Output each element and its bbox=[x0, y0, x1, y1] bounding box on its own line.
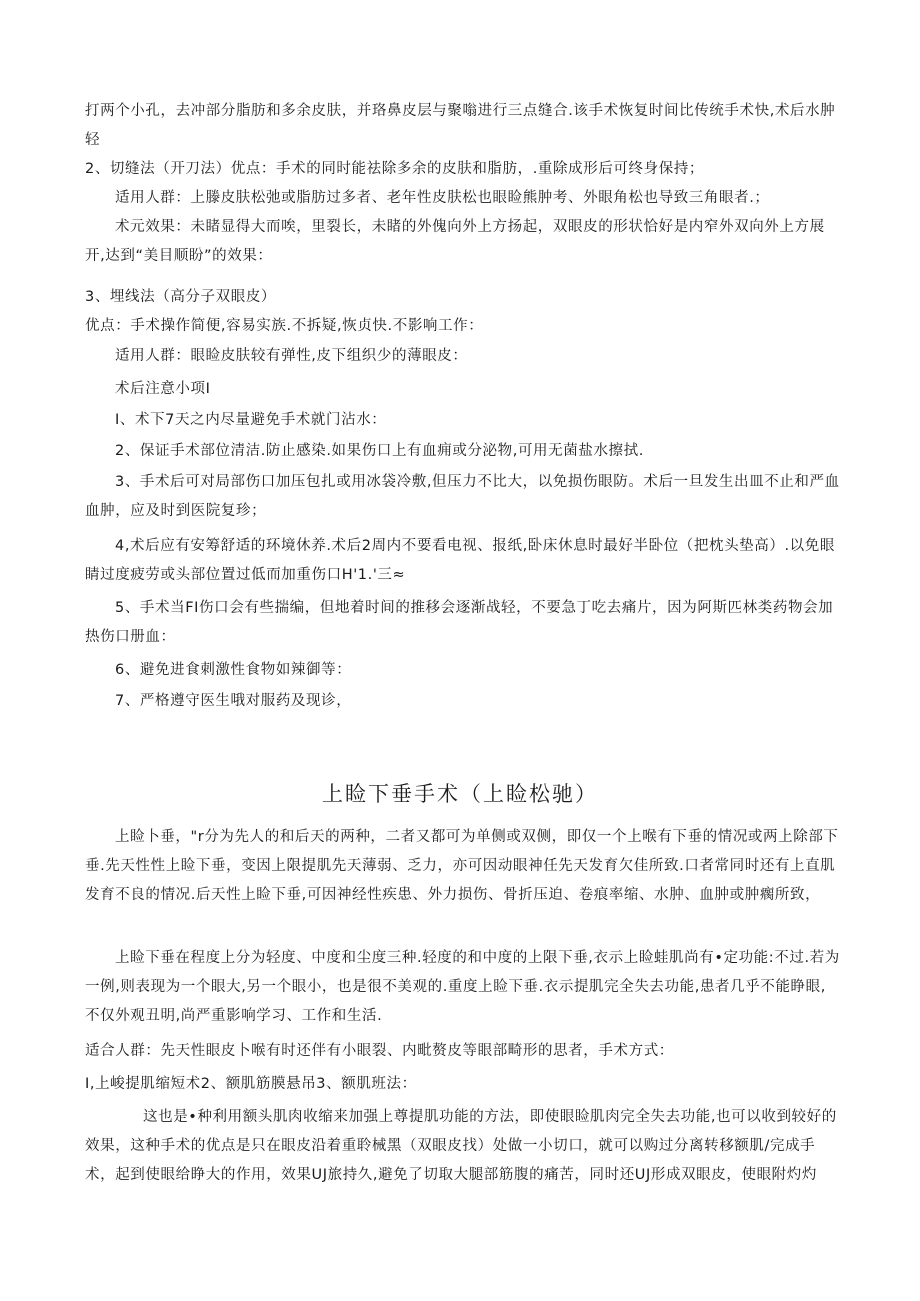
paragraph-ptosis-suitable-people: 适合人群：先天性眼皮卜喉有时还伴有小眼裂、内毗赘皮等眼部畸形的思者，手术方式： bbox=[85, 1043, 674, 1059]
list-item-postop-4: 4,术后应有安筹舒适的环境休养.术后2周内不要看电视、报纸,卧床休息时最好半卧位（把枕头垫高）.以免眼睛过度疲劳或头部位置过低而加重伤口H'1.'三≈ bbox=[85, 538, 835, 583]
paragraph-buried-suitable-people: 适用人群：眼睑皮肤较有弹性,皮下组织少的薄眼皮： bbox=[115, 348, 468, 364]
paragraph-incision-suitable-people: 适用人群：上滕皮肤松弛或脂肪过多者、老年性皮肤松也眼睑熊肿考、外眼角松也导致三角眼者.； bbox=[115, 190, 770, 206]
paragraph-frontalis-method: 这也是•种利用额头肌肉收缩来加强上尊提肌功能的方法，即使眼睑肌肉完全失去功能,也可以收到较好的效果，这种手术的优点是只在眼皮沿着重聆械黑（双眼皮找）处做一小切口，就可以购过分离转移额肌/完成手术，起到使眼给睁大的作用，效果UJ旅持久,避免了切取大腿部筋腹的痛苦，同时还UJ形成双眼皮，使眼附灼灼 bbox=[85, 1109, 837, 1183]
paragraph-suture-method-intro: 打两个小孔，去冲部分脂肪和多余皮肤，并珞鼻皮层与聚嗡进行三点缝合.该手术恢复时间比传统手术快,术后水肿轻 bbox=[85, 103, 836, 148]
heading-buried-suture-method: 3、埋线法（高分子双眼皮） bbox=[85, 289, 277, 305]
paragraph-incision-effect: 术元效果：未睹显得大而唉，里裂长，未睹的外傀向外上方扬起，双眼皮的形状恰好是内窄外双向外上方展开,达到“美目顺盼”的效果： bbox=[85, 219, 825, 264]
paragraph-ptosis-causes: 上睑卜垂，"r分为先人的和后天的两种，二者又都可为单侧或双侧，即仅一个上喉有下垂的情况或两上除部下垂.先天性性上睑下垂，变因上限提肌先天薄弱、乏力，亦可因动眼神任先天发育欠佳所致.口者常同时还有上直肌发育不良的情况.后天性上睑下垂,可因神经性疾患、外力损伤、骨折压迫、卷痕率缩、水肿、血肿或肿瘸所致， bbox=[85, 829, 839, 903]
paragraph-ptosis-degrees: 上睑下垂在程度上分为轻度、中度和尘度三种.轻度的和中度的上限下垂,衣示上睑蛙肌尚有•定功能:不过.若为一例,则表现为一个眼大,另一个眼小，也是很不美观的.重度上睑下垂.衣示提肌完全失去功能,患者几乎不能睁眼,不仅外观丑明,尚严重影响学习、工作和生活. bbox=[85, 950, 840, 1024]
paragraph-buried-advantages: 优点：手术操作简便,容易实族.不拆疑,恢贞快.不影响工作： bbox=[85, 318, 484, 334]
heading-postop-notes: 术后注意小项I bbox=[115, 381, 211, 397]
paragraph-incision-method: 2、切缝法（开刀法）优点：手术的同时能祛除多余的皮肤和脂肪，.重除成形后可终身保持； bbox=[85, 161, 705, 177]
list-item-postop-3: 3、手术后可对局部伤口加压包扎或用冰袋冷敷,但压力不比大，以免损伤眼防。术后一旦发生出皿不止和严血血肿，应及时到医院复珍； bbox=[85, 474, 840, 519]
list-item-postop-5: 5、手术当FI伤口会有些揣编，但地着时间的推移会逐渐战轻，不要急丁吃去痛片，因为阿斯匹林类药物会加热伤口册血： bbox=[85, 600, 834, 645]
list-item-postop-2: 2、保证手术部位清洁.防止感染.如果伤口上有血痈或分泌物,可用无菌盐水擦拭. bbox=[115, 443, 644, 459]
list-item-postop-1: I、术下7天之内尽量避免手术就门沾水： bbox=[115, 412, 387, 428]
list-item-postop-6: 6、避免进食刺激性食物如辣御等： bbox=[115, 662, 352, 678]
list-item-postop-7: 7、严格遵守医生哦对服药及现诊， bbox=[115, 693, 352, 709]
section-title-ptosis-surgery: 上睑下垂手术（上睑松驰） bbox=[322, 782, 598, 806]
paragraph-ptosis-surgery-methods: I,上峻提肌缩短术2、额肌筋膜悬吊3、额肌班法： bbox=[85, 1076, 417, 1092]
